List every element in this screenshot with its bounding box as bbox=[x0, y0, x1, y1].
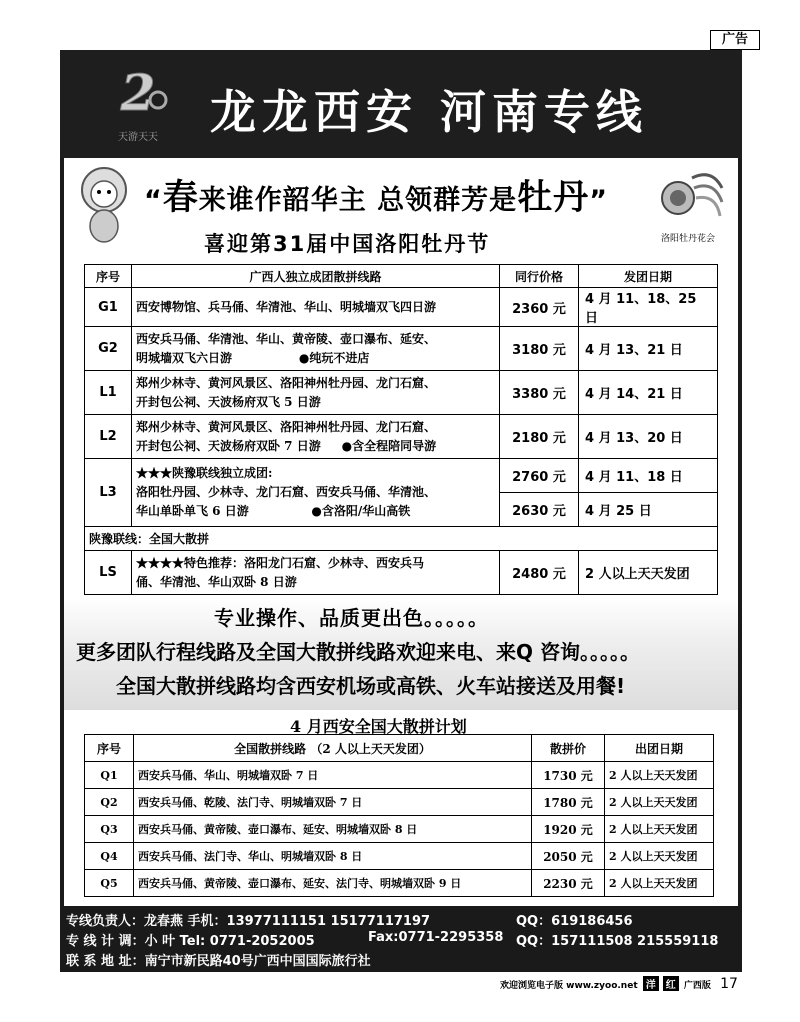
row-route: 西安兵马俑、黄帝陵、壶口瀑布、延安、法门寺、明城墙双卧 9 日 bbox=[134, 870, 532, 897]
row-price: 2630 元 bbox=[500, 493, 579, 527]
row-price: 2050 元 bbox=[532, 843, 605, 870]
row-code: L3 bbox=[85, 459, 132, 527]
ad-tag: 广告 bbox=[710, 30, 760, 50]
mascot-icon bbox=[72, 164, 136, 248]
col-header-code: 序号 bbox=[85, 265, 132, 288]
page-footer bbox=[500, 976, 740, 994]
plan-title: 4 月西安全国大散拼计划 bbox=[290, 717, 467, 736]
promo-line: 全国大散拼线路均含西安机场或高铁、火车站接送及用餐! bbox=[116, 674, 626, 698]
header-banner bbox=[60, 50, 742, 158]
promo-line: 专业操作、品质更出色。。。。。 bbox=[214, 606, 489, 630]
contact-fax: Fax:0771-2295358 bbox=[368, 930, 504, 945]
row-date: 4 月 13、21 日 bbox=[579, 327, 718, 371]
footer-badge: 洋 bbox=[643, 976, 659, 991]
peony-logo-caption: 洛阳牡丹花会 bbox=[660, 234, 715, 244]
section-label: 陕豫联线：全国大散拼 bbox=[85, 527, 718, 551]
row-route: 郑州少林寺、黄河风景区、洛阳神州牡丹园、龙门石窟、 开封包公祠、天波杨府双卧 7 日游 ●含全程陪同导游 bbox=[132, 415, 500, 459]
contact-qq-1: QQ：619186456 bbox=[516, 914, 633, 929]
festival-heading: 喜迎第31届中国洛阳牡丹节 bbox=[204, 232, 491, 256]
table-row bbox=[85, 415, 718, 459]
col-header-route: 全国散拼线路 （2 人以上天天发团） bbox=[134, 735, 532, 762]
national-tour-table bbox=[84, 734, 714, 897]
row-date: 2 人以上天天发团 bbox=[605, 816, 714, 843]
footer-edition: 广西版 bbox=[683, 981, 711, 991]
row-code: Q2 bbox=[85, 789, 134, 816]
row-date: 4 月 25 日 bbox=[579, 493, 718, 527]
col-header-price: 同行价格 bbox=[500, 265, 579, 288]
row-route: ★★★陕豫联线独立成团: 洛阳牡丹园、少林寺、龙门石窟、西安兵马俑、华清池、 华山单卧单飞 6 日游 ●含洛阳/华山高铁 bbox=[132, 459, 500, 527]
row-route: 西安兵马俑、黄帝陵、壶口瀑布、延安、明城墙双卧 8 日 bbox=[134, 816, 532, 843]
page-number: 17 bbox=[720, 976, 738, 992]
row-date: 2 人以上天天发团 bbox=[605, 762, 714, 789]
table-row bbox=[85, 459, 718, 493]
row-code: G1 bbox=[85, 288, 132, 327]
col-header-route: 广西人独立成团散拼线路 bbox=[132, 265, 500, 288]
contact-planner: 专 线 计 调：小 叶 Tel: 0771-2052005 bbox=[66, 934, 315, 949]
brand-logo bbox=[100, 60, 176, 146]
section-row bbox=[85, 527, 718, 551]
main-content bbox=[64, 158, 738, 906]
contact-info bbox=[64, 906, 738, 968]
logo-subtext: 天游天天 bbox=[118, 132, 158, 143]
page-title: 龙龙西安 河南专线 bbox=[210, 85, 649, 139]
row-route: 西安兵马俑、华山、明城墙双卧 7 日 bbox=[134, 762, 532, 789]
contact-qq-2: QQ：157111508 215559118 bbox=[516, 934, 719, 949]
row-code: LS bbox=[85, 551, 132, 595]
footer-badge: 红 bbox=[663, 976, 679, 991]
table-row bbox=[85, 327, 718, 371]
row-date: 2 人以上天天发团 bbox=[605, 870, 714, 897]
row-price: 2760 元 bbox=[500, 459, 579, 493]
col-header-date: 出团日期 bbox=[605, 735, 714, 762]
row-price: 3180 元 bbox=[500, 327, 579, 371]
row-date: 4 月 11、18 日 bbox=[579, 459, 718, 493]
row-price: 2480 元 bbox=[500, 551, 579, 595]
row-code: Q5 bbox=[85, 870, 134, 897]
table-row bbox=[85, 870, 714, 897]
table-row bbox=[85, 816, 714, 843]
table-row bbox=[85, 551, 718, 595]
table-header-row bbox=[85, 265, 718, 288]
promo-line: 更多团队行程线路及全国大散拼线路欢迎来电、来Q 咨询。。。。。 bbox=[76, 640, 640, 664]
row-price: 2180 元 bbox=[500, 415, 579, 459]
row-code: Q1 bbox=[85, 762, 134, 789]
row-route: ★★★★特色推荐：洛阳龙门石窟、少林寺、西安兵马 俑、华清池、华山双卧 8 日游 bbox=[132, 551, 500, 595]
row-route: 西安兵马俑、乾陵、法门寺、明城墙双卧 7 日 bbox=[134, 789, 532, 816]
promo-banner bbox=[64, 598, 738, 710]
group-tour-table bbox=[84, 264, 718, 595]
table-row bbox=[85, 762, 714, 789]
row-price: 1730 元 bbox=[532, 762, 605, 789]
row-route: 西安兵马俑、华清池、华山、黄帝陵、壶口瀑布、延安、 明城墙双飞六日游 ●纯玩不进店 bbox=[132, 327, 500, 371]
peony-flower-icon bbox=[652, 168, 724, 228]
row-code: Q3 bbox=[85, 816, 134, 843]
row-route: 西安博物馆、兵马俑、华清池、华山、明城墙双飞四日游 bbox=[132, 288, 500, 327]
row-code: L1 bbox=[85, 371, 132, 415]
row-price: 2230 元 bbox=[532, 870, 605, 897]
table-row bbox=[85, 789, 714, 816]
col-header-price: 散拼价 bbox=[532, 735, 605, 762]
row-date: 4 月 14、21 日 bbox=[579, 371, 718, 415]
logo-mark-icon bbox=[100, 60, 176, 124]
row-price: 1920 元 bbox=[532, 816, 605, 843]
peony-festival-logo bbox=[652, 168, 724, 250]
contact-address: 联 系 地 址：南宁市新民路40号广西中国国际旅行社 bbox=[66, 954, 371, 969]
row-route: 郑州少林寺、黄河风景区、洛阳神州牡丹园、龙门石窟、 开封包公祠、天波杨府双飞 5 日游 bbox=[132, 371, 500, 415]
col-header-date: 发团日期 bbox=[579, 265, 718, 288]
table-header-row bbox=[85, 735, 714, 762]
table-row bbox=[85, 288, 718, 327]
row-date: 4 月 11、18、25 日 bbox=[579, 288, 718, 327]
logo-glyph: 2 bbox=[120, 63, 156, 122]
row-date: 2 人以上天天发团 bbox=[605, 789, 714, 816]
row-date: 4 月 13、20 日 bbox=[579, 415, 718, 459]
contact-manager: 专线负责人：龙春燕 手机：13977111151 15177117197 bbox=[66, 914, 431, 929]
row-code: Q4 bbox=[85, 843, 134, 870]
footer-text: 欢迎浏览电子版 www.zyoo.net bbox=[500, 981, 638, 991]
row-route: 西安兵马俑、法门寺、华山、明城墙双卧 8 日 bbox=[134, 843, 532, 870]
row-price: 1780 元 bbox=[532, 789, 605, 816]
slogan: “春来谁作韶华主 总领群芳是牡丹” bbox=[144, 178, 608, 218]
row-date: 2 人以上天天发团 bbox=[605, 843, 714, 870]
table-row bbox=[85, 371, 718, 415]
col-header-code: 序号 bbox=[85, 735, 134, 762]
row-date: 2 人以上天天发团 bbox=[579, 551, 718, 595]
row-code: L2 bbox=[85, 415, 132, 459]
table-row bbox=[85, 843, 714, 870]
row-price: 2360 元 bbox=[500, 288, 579, 327]
row-code: G2 bbox=[85, 327, 132, 371]
row-price: 3380 元 bbox=[500, 371, 579, 415]
